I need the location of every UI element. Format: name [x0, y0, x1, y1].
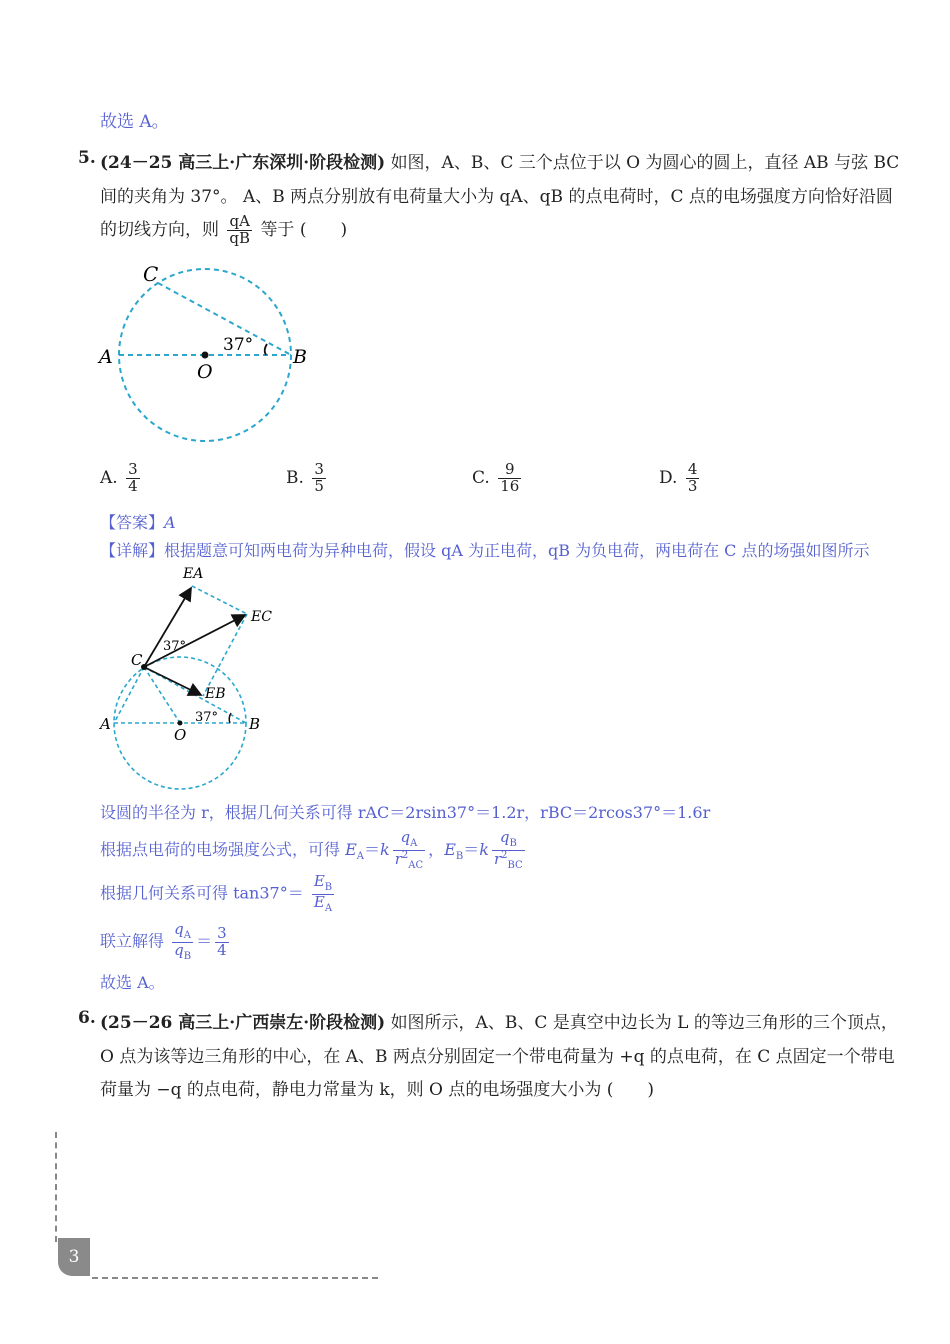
option-d[interactable]	[659, 462, 702, 495]
solution-label-o: O	[174, 726, 187, 744]
label-c: C	[143, 262, 159, 286]
fraction-denominator: qB	[229, 228, 251, 247]
detail-line	[100, 538, 870, 561]
solution-step-3: 根据几何关系可得 tan37°＝ $\frac{E_B}{E_A}$	[100, 872, 333, 914]
label-o: O	[197, 361, 213, 383]
question-6-line-3: 荷量为 −q 的点电荷，静电力常量为 k，则 O 点的电场强度大小为 ( )	[100, 1080, 655, 1100]
option-c[interactable]	[472, 462, 524, 495]
detail-text: 根据题意可知两电荷为异种电荷，假设 qA 为正电荷，qB 为负电荷，两电荷在 C 点的场强如图所示	[164, 541, 870, 560]
step-2-prefix: 根据点电荷的电场强度公式，可得	[100, 840, 341, 859]
step-4-prefix: 联立解得	[100, 931, 165, 951]
solution-angle-bottom: 37°	[195, 710, 219, 725]
question-5-number: 5.	[78, 148, 96, 168]
parallelogram-top	[192, 586, 247, 614]
option-a-denominator: 4	[128, 476, 138, 495]
point-o	[178, 721, 183, 726]
solution-step-1: 设圆的半径为 r，根据几何关系可得 rAC＝2rsin37°＝1.2r，rBC＝2rcos37°＝1.6r	[100, 803, 711, 822]
question-5-circle-figure	[95, 258, 325, 448]
option-d-denominator: 3	[687, 476, 698, 495]
question-5-text-3-prefix: 的切线方向，则	[100, 219, 219, 240]
label-angle: 37°	[223, 335, 254, 355]
page-border-horizontal	[92, 1277, 378, 1279]
question-5-fraction	[227, 214, 252, 247]
question-5-text-3-suffix: 等于 ( )	[260, 219, 348, 240]
solution-conclusion: 故选 A。	[100, 973, 165, 992]
option-b-label: B.	[286, 467, 304, 488]
question-5-text-1: 如图，A、B、C 三个点位于以 O 为圆心的圆上，直径 AB 与弦 BC	[390, 153, 900, 173]
page-number: 3	[58, 1238, 90, 1276]
option-d-numerator: 4	[687, 460, 698, 478]
solution-chord-ac	[114, 667, 144, 723]
option-a-numerator: 3	[128, 460, 138, 478]
question-5-line-3	[100, 214, 347, 247]
question-5-source: (24－25 高三上·广东深圳·阶段检测)	[100, 153, 386, 173]
solution-step-4: 联立解得 $\frac{q_A}{q_B}$ ＝ $\frac{3}{4}$	[100, 920, 227, 962]
center-point	[202, 352, 209, 359]
option-a[interactable]	[100, 462, 143, 495]
question-6-number: 6.	[78, 1008, 96, 1028]
answer-value: A	[164, 513, 176, 532]
step-3-prefix: 根据几何关系可得 tan37°＝	[100, 883, 304, 903]
answer-tag: 【答案】	[100, 513, 165, 532]
question-5-line-2: 间的夹角为 37°。 A、B 两点分别放有电荷量大小为 qA、qB 的点电荷时，C 点的电场强度方向恰好沿圆	[100, 187, 893, 207]
fraction-numerator: qA	[227, 214, 252, 231]
label-ec: EC	[251, 609, 272, 625]
answer-line	[100, 510, 176, 533]
question-6-text-1: 如图所示，A、B、C 是真空中边长为 L 的等边三角形的三个顶点，	[390, 1013, 898, 1033]
page-border-vertical	[55, 1132, 57, 1242]
label-a: A	[99, 346, 113, 368]
solution-vector-figure	[95, 565, 285, 793]
option-b-numerator: 3	[314, 460, 324, 478]
option-c-numerator: 9	[498, 462, 521, 479]
question-6-line-1	[100, 1008, 898, 1033]
solution-angle-arc	[229, 713, 231, 723]
question-6-line-2: O 点为该等边三角形的中心，在 A、B 两点分别固定一个带电荷量为 +q 的点电荷，在 C 点固定一个带电	[100, 1047, 895, 1067]
solution-label-a: A	[100, 715, 111, 733]
detail-tag: 【详解】	[100, 541, 165, 560]
option-c-denominator: 16	[500, 476, 520, 495]
option-b-denominator: 5	[314, 476, 324, 495]
option-d-label: D.	[659, 467, 678, 488]
option-b[interactable]	[286, 462, 329, 495]
previous-conclusion: 故选 A。	[100, 112, 169, 132]
question-6-source: (25－26 高三上·广西崇左·阶段检测)	[100, 1013, 386, 1033]
label-ea: EA	[183, 566, 204, 582]
question-5-line-1	[100, 148, 899, 173]
solution-step-2: 根据点电荷的电场强度公式，可得 $E_A=k$ $\frac{q_A}{r^2_{AC}}$ ，$E_B=k$ $\frac{q_B}{r^2_{BC}}$	[100, 828, 523, 871]
angle-arc	[265, 344, 267, 355]
solution-label-c: C	[131, 651, 143, 669]
solution-angle-top: 37°	[163, 639, 187, 654]
label-b: B	[293, 346, 307, 368]
label-eb: EB	[205, 686, 226, 702]
option-a-label: A.	[100, 467, 118, 488]
option-c-label: C.	[472, 467, 490, 488]
solution-label-b: B	[249, 715, 261, 733]
